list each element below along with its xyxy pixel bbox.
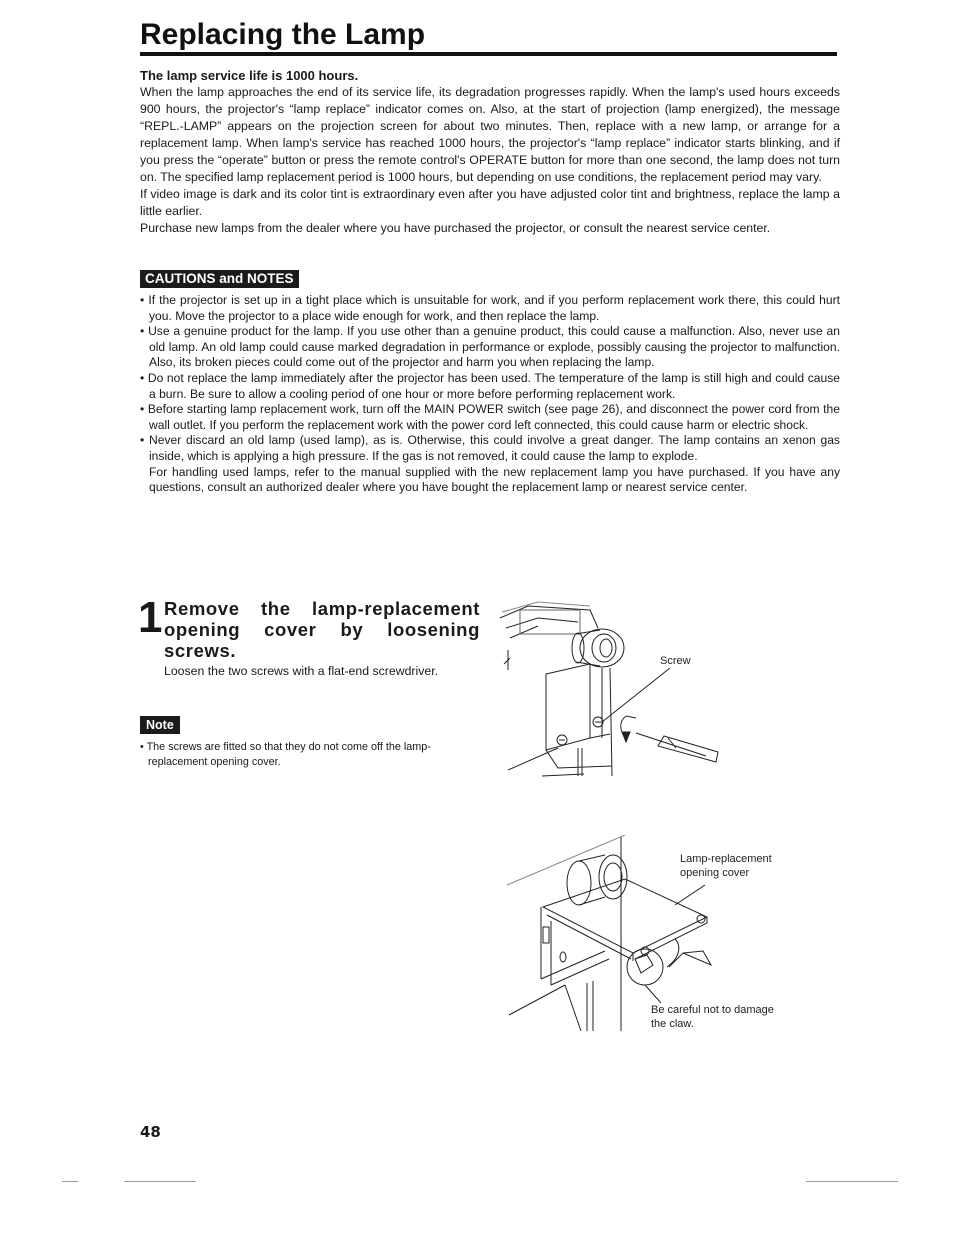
intro-text: [140, 84, 840, 237]
footer-rule: [62, 1181, 78, 1182]
cautions-list: [140, 293, 840, 496]
cover-label: [680, 852, 772, 880]
intro-paragraph-3: Purchase new lamps from the dealer where you have purchased the projector, or consult the nearest service center.: [140, 221, 771, 235]
claw-label: [651, 1003, 774, 1031]
cover-label-line-2: opening cover: [680, 867, 750, 879]
caution-continuation: For handling used lamps, refer to the manual supplied with the new replacement lamp you have purchased. If you have any questions, consult an authorized dealer where you have bought the replacement lamp or nearest service center.: [149, 464, 840, 495]
caution-item: • Do not replace the lamp immediately after the projector has been used. The temperature of the lamp is still high and could cause a burn. Be sure to allow a cooling period of one hour or more before performing replacement work.: [140, 370, 840, 401]
page-title: Replacing the Lamp: [140, 18, 426, 51]
step-description: Loosen the two screws with a flat-end screwdriver.: [164, 664, 439, 678]
note-text: • The screws are fitted so that they do not come off the lamp-replacement opening cover.: [140, 741, 431, 768]
section-subtitle: The lamp service life is 1000 hours.: [140, 68, 359, 83]
caution-item: • If the projector is set up in a tight place which is unsuitable for work, and if you perform replacement work there, this could hurt you. Move the projector to a place wide enough for work, and then replace the lamp.: [140, 293, 840, 323]
footer-rule: [806, 1181, 898, 1182]
caution-item: • Never discard an old lamp (used lamp), as is. Otherwise, this could involve a great danger. The lamp contains an xenon gas inside, which is applying a high pressure. If the gas is not removed, it could cause the lamp to explode.: [140, 433, 840, 463]
step-title: Remove the lamp-replacement opening cover by loosening screws.: [164, 598, 480, 661]
footer-rule: [124, 1181, 196, 1182]
title-underline: [140, 52, 837, 56]
caution-item: • Use a genuine product for the lamp. If you use other than a genuine product, this could cause a malfunction. Also, never use an old lamp. An old lamp could cause marked degradation in performance or explode, possibly causing the projector to malfunction. Also, its broken pieces could come out of the projector and harm you when replacing the lamp.: [140, 324, 840, 370]
screw-label: Screw: [660, 655, 691, 667]
intro-paragraph-1: When the lamp approaches the end of its service life, its degradation progresses rapidly. When the lamp's used hours exceeds 900 hours, the projector's “lamp replace” indicator comes on. Also, at the start of projection (lamp energized), the message “REPL.-LAMP” appears on the projection screen for about two minutes. Then, replace with a new lamp, or arrange for a replacement lamp. When lamp's service has reached 1000 hours, the projector's “lamp replace” indicator starts blinking, and if you press the “operate” button or press the remote control's OPERATE button for more than one second, the lamp does not turn on. The specified lamp replacement period is 1000 hours, but depending on use conditions, the replacement period may vary.: [140, 85, 840, 184]
note-heading: Note: [140, 716, 180, 734]
cover-label-line-1: Lamp-replacement: [680, 853, 772, 865]
intro-paragraph-2: If video image is dark and its color tint is extraordinary even after you have adjusted color tint and brightness, replace the lamp a little earlier.: [140, 187, 840, 218]
cautions-heading: CAUTIONS and NOTES: [140, 270, 299, 288]
step-number: 1: [138, 593, 163, 642]
claw-label-line-2: the claw.: [651, 1018, 694, 1030]
claw-label-line-1: Be careful not to damage: [651, 1004, 774, 1016]
page-number: 48: [140, 1123, 161, 1141]
screw-illustration: [498, 598, 738, 782]
caution-item: • Before starting lamp replacement work, turn off the MAIN POWER switch (see page 26), and disconnect the power cord from the wall outlet. If you perform the replacement work with the power cord left connected, this could cause harm or electric shock.: [140, 402, 840, 432]
